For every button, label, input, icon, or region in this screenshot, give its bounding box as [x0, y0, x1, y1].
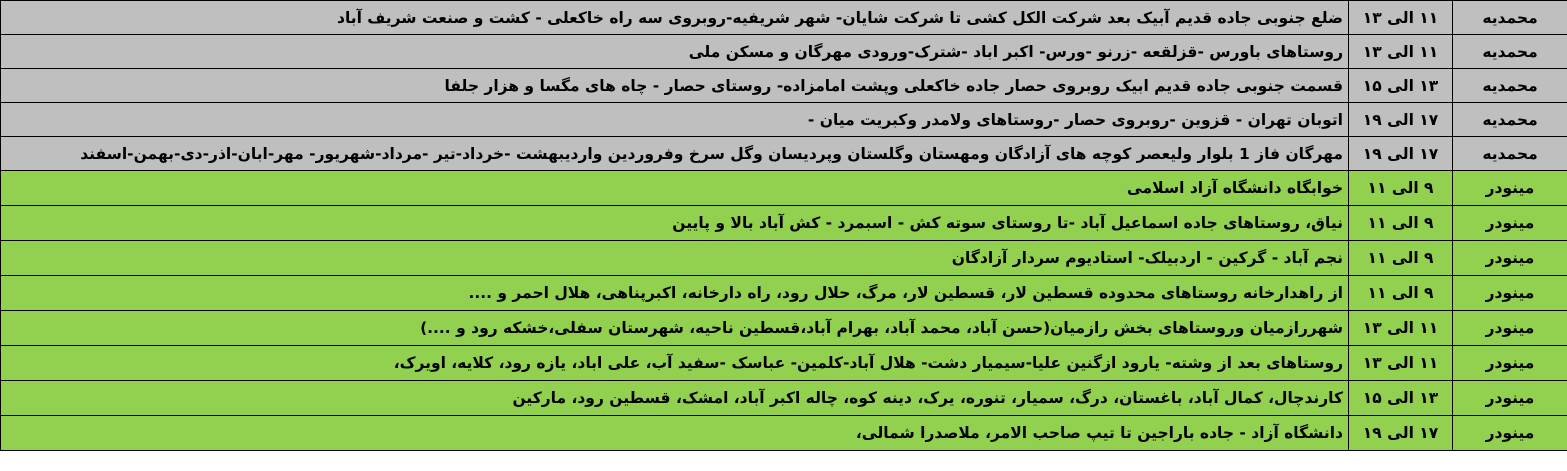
areas-cell: نیاق، روستاهای جاده اسماعیل آباد -تا روستای سوته کش - اسبمرد - کش آباد بالا و پایین — [1, 206, 1349, 241]
region-cell: مینودر — [1453, 171, 1567, 206]
areas-cell: کارندچال، کمال آباد، باغستان، درگ، سمیار، تنوره، یرک، دینه کوه، چاله اکبر آباد، امشک، قسطین رود، مارکین — [1, 381, 1349, 416]
region-cell: محمدیه — [1453, 35, 1567, 69]
hours-cell: ۱۱ الی ۱۳ — [1349, 35, 1453, 69]
areas-cell: خوابگاه دانشگاه آزاد اسلامی — [1, 171, 1349, 206]
hours-cell: ۱۷ الی ۱۹ — [1349, 416, 1453, 451]
table-row — [1, 311, 1567, 346]
table-row — [1, 241, 1567, 276]
region-cell: محمدیه — [1453, 103, 1567, 137]
table-row — [1, 381, 1567, 416]
hours-cell: ۹ الی ۱۱ — [1349, 276, 1453, 311]
region-cell: محمدیه — [1453, 1, 1567, 35]
areas-cell: ضلع جنوبی جاده قدیم آبیک بعد شرکت الکل کشی تا شرکت شایان- شهر شریفیه-روبروی سه راه خاکعلی - کشت و صنعت شریف آباد — [1, 1, 1349, 35]
table-row — [1, 206, 1567, 241]
region-cell: مینودر — [1453, 206, 1567, 241]
schedule-body — [1, 1, 1567, 451]
areas-cell: قسمت جنوبی جاده قدیم ابیک روبروی حصار جاده خاکعلی وپشت امامزاده- روستای حصار - چاه های مگسا و هزار جلفا — [1, 69, 1349, 103]
hours-cell: ۱۷ الی ۱۹ — [1349, 103, 1453, 137]
areas-cell: نجم آباد - گرکین - اردبیلک- استادیوم سردار آزادگان — [1, 241, 1349, 276]
table-row — [1, 1, 1567, 35]
areas-cell: مهرگان فاز 1 بلوار ولیعصر کوچه های آزادگان ومهستان وگلستان وپردیسان وگل سرخ وفروردین واردیبهشت -خرداد-تیر -مرداد-شهریور- مهر-ابان-اذر-دی-بهمن-اسفند — [1, 137, 1349, 171]
hours-cell: ۱۷ الی ۱۹ — [1349, 137, 1453, 171]
table-row — [1, 416, 1567, 451]
hours-cell: ۹ الی ۱۱ — [1349, 206, 1453, 241]
hours-cell: ۱۱ الی ۱۳ — [1349, 346, 1453, 381]
table-row — [1, 35, 1567, 69]
hours-cell: ۹ الی ۱۱ — [1349, 241, 1453, 276]
region-cell: مینودر — [1453, 346, 1567, 381]
hours-cell: ۱۳ الی ۱۵ — [1349, 69, 1453, 103]
areas-cell: روستاهای باورس -قزلقعه -زرنو -ورس- اکبر اباد -شترک-ورودی مهرگان و مسکن ملی — [1, 35, 1349, 69]
hours-cell: ۱۱ الی ۱۳ — [1349, 311, 1453, 346]
table-row — [1, 276, 1567, 311]
table-row — [1, 137, 1567, 171]
region-cell: مینودر — [1453, 381, 1567, 416]
areas-cell: روستاهای بعد از وشته- یارود ازگنین علیا-سیمیار دشت- هلال آباد-کلمین- عباسک -سفید آب، علی اباد، یازه رود، کلایه، اویرک، — [1, 346, 1349, 381]
region-cell: مینودر — [1453, 416, 1567, 451]
region-cell: محمدیه — [1453, 137, 1567, 171]
hours-cell: ۱۳ الی ۱۵ — [1349, 381, 1453, 416]
hours-cell: ۱۱ الی ۱۳ — [1349, 1, 1453, 35]
areas-cell: شهررازمیان وروستاهای بخش رازمیان(حسن آباد، محمد آباد، بهرام آباد،قسطین ناحیه، شهرستان سفلی،خشکه رود و ....) — [1, 311, 1349, 346]
areas-cell: دانشگاه آزاد - جاده باراجین تا تیپ صاحب الامر، ملاصدرا شمالی، — [1, 416, 1349, 451]
table-row — [1, 69, 1567, 103]
table-row — [1, 171, 1567, 206]
hours-cell: ۹ الی ۱۱ — [1349, 171, 1453, 206]
region-cell: مینودر — [1453, 311, 1567, 346]
table-row — [1, 103, 1567, 137]
areas-cell: از راهدارخانه روستاهای محدوده قسطین لار، قسطین لار، مرگ، حلال رود، راه دارخانه، اکبرپناهی، هلال احمر و .... — [1, 276, 1349, 311]
table-row — [1, 346, 1567, 381]
region-cell: مینودر — [1453, 276, 1567, 311]
region-cell: محمدیه — [1453, 69, 1567, 103]
region-cell: مینودر — [1453, 241, 1567, 276]
areas-cell: اتوبان تهران - قزوین -روبروی حصار -روستاهای ولامدر وکبریت میان - — [1, 103, 1349, 137]
